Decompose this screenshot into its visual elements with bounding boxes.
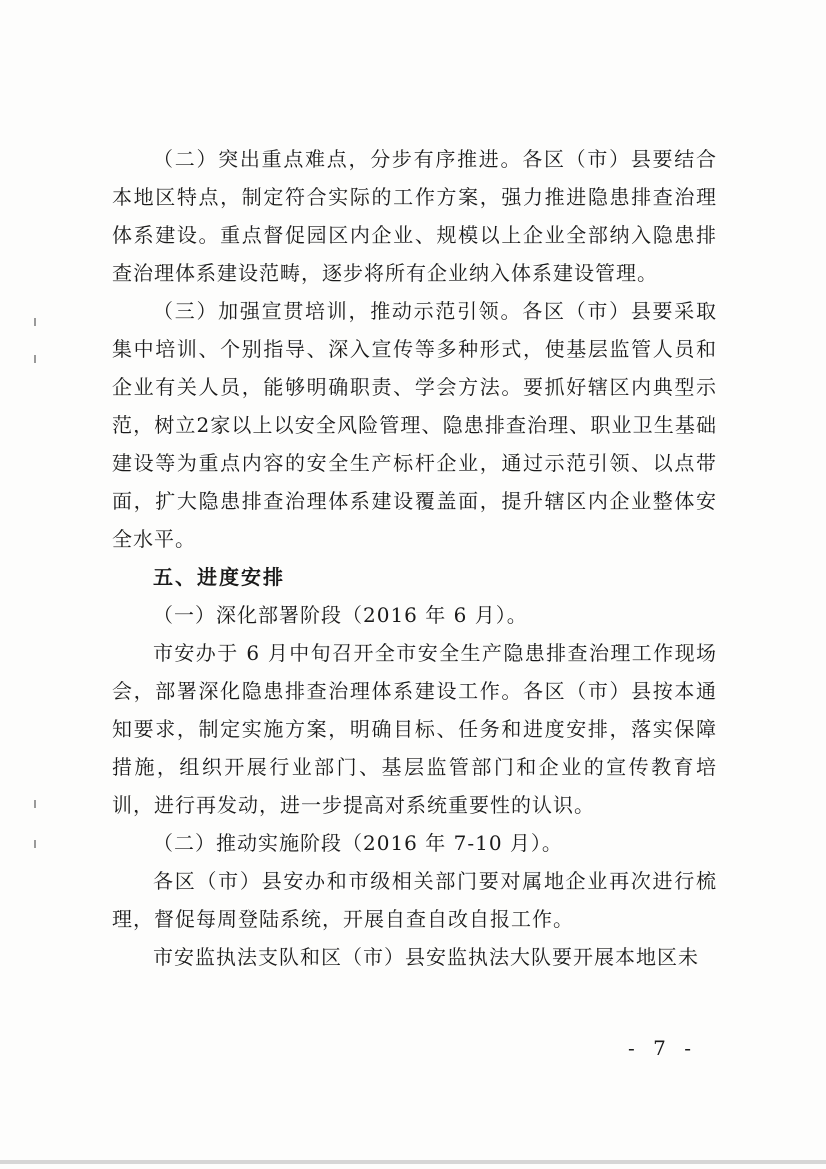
subheading-implementation-stage: （二）推动实施阶段（2016 年 7-10 月）。 xyxy=(153,831,563,855)
subheading-deployment-stage: （一）深化部署阶段（2016 年 6 月）。 xyxy=(153,603,528,627)
paragraph-highlight-key-points: （二）突出重点难点，分步有序推进。各区（市）县要结合本地区特点，制定符合实际的工作方案，强力推进隐患排查治理体系建设。重点督促园区内企业、规模以上企业全部纳入隐患排查治理体系建设范畴，逐步将所有企业纳入体系建设管理。 xyxy=(112,147,717,285)
paragraph-deployment-details: 市安办于 6 月中旬召开全市安全生产隐患排查治理工作现场会，部署深化隐患排查治理体系建设工作。各区（市）县按本通知要求，制定实施方案，明确目标、任务和进度安排，落实保障措施，组织开展行业部门、基层监管部门和企业的宣传教育培训，进行再发动，进一步提高对系统重要性的认识。 xyxy=(112,641,717,817)
binding-hole-mark xyxy=(34,800,36,808)
binding-hole-mark xyxy=(34,355,36,363)
binding-hole-mark xyxy=(34,318,36,326)
page-number: - 7 - xyxy=(628,1036,697,1060)
scan-edge-line xyxy=(0,1160,826,1164)
paragraph-law-enforcement: 市安监执法支队和区（市）县安监执法大队要开展本地区未 xyxy=(153,945,699,969)
binding-hole-mark xyxy=(34,840,36,848)
paragraph-training-demonstration: （三）加强宣贯培训，推动示范引领。各区（市）县要采取集中培训、个别指导、深入宣传等多种形式，使基层监管人员和企业有关人员，能够明确职责、学会方法。要抓好辖区内典型示范，树立2家以上以安全风险管理、隐患排查治理、职业卫生基础建设等为重点内容的安全生产标杆企业，通过示范引领、以点带面，扩大隐患排查治理体系建设覆盖面，提升辖区内企业整体安全水平。 xyxy=(112,299,717,551)
document-body xyxy=(112,140,717,976)
section-heading-schedule: 五、进度安排 xyxy=(153,565,285,589)
paragraph-implementation-details: 各区（市）县安办和市级相关部门要对属地企业再次进行梳理，督促每周登陆系统，开展自查自改自报工作。 xyxy=(112,869,717,931)
